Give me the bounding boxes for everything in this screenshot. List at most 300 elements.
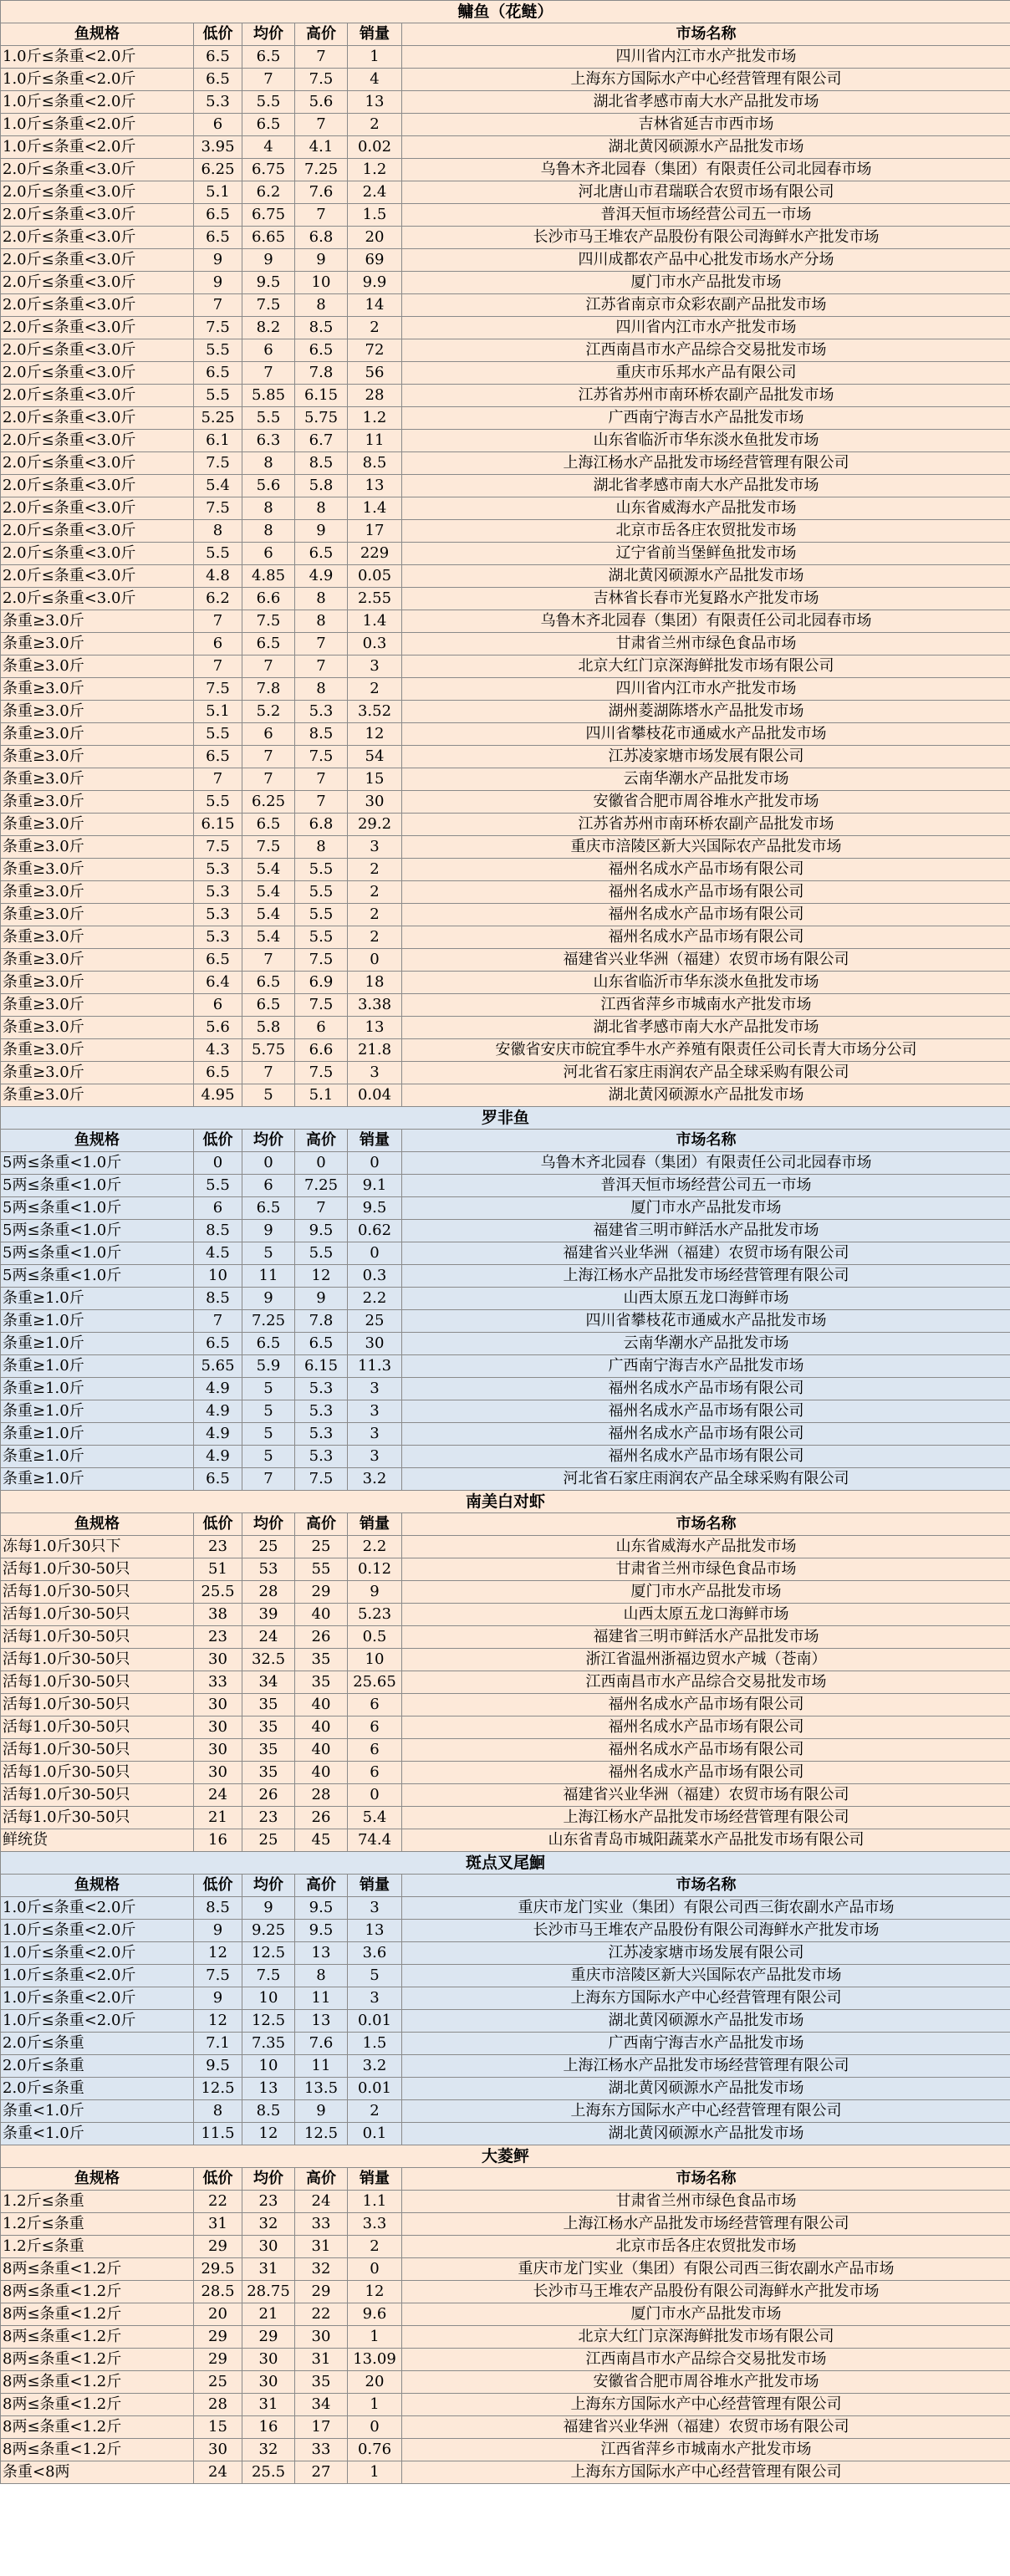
cell-high-price: 7: [295, 655, 348, 678]
cell-avg-price: 39: [242, 1604, 295, 1626]
cell-volume: 0.04: [348, 1084, 402, 1107]
cell-spec: 条重≥3.0斤: [1, 881, 194, 904]
cell-volume: 9.9: [348, 272, 402, 294]
section-0: [1, 1, 1010, 1107]
cell-low-price: 29: [194, 2349, 242, 2371]
cell-market-name: 安徽省合肥市周谷堆水产批发市场: [402, 2371, 1010, 2394]
cell-market-name: 辽宁省前当堡鲜鱼批发市场: [402, 543, 1010, 565]
cell-volume: 3: [348, 1423, 402, 1446]
table-row: [1, 2326, 1010, 2349]
cell-avg-price: 35: [242, 1716, 295, 1739]
table-row: [1, 1716, 1010, 1739]
cell-volume: 3.3: [348, 2213, 402, 2236]
cell-low-price: 4.8: [194, 565, 242, 588]
cell-volume: 3: [348, 1062, 402, 1084]
column-header-row: [1, 1513, 1010, 1536]
cell-spec: 5两≤条重<1.0斤: [1, 1152, 194, 1175]
cell-low-price: 4.3: [194, 1039, 242, 1062]
cell-spec: 1.0斤≤条重<2.0斤: [1, 1920, 194, 1942]
cell-market-name: 吉林省延吉市西市场: [402, 114, 1010, 136]
cell-avg-price: 7: [242, 746, 295, 768]
cell-market-name: 长沙市马王堆农产品股份有限公司海鲜水产批发市场: [402, 2281, 1010, 2303]
cell-volume: 20: [348, 2371, 402, 2394]
cell-high-price: 11: [295, 2055, 348, 2078]
cell-market-name: 乌鲁木齐北园春（集团）有限责任公司北园春市场: [402, 159, 1010, 181]
cell-market-name: 广西南宁海吉水产品批发市场: [402, 407, 1010, 430]
section-title-row: [1, 1, 1010, 23]
cell-low-price: 6.5: [194, 46, 242, 69]
cell-spec: 条重≥3.0斤: [1, 655, 194, 678]
column-header-row: [1, 23, 1010, 46]
cell-market-name: 四川省内江市水产批发市场: [402, 46, 1010, 69]
cell-volume: 3: [348, 836, 402, 859]
cell-avg-price: 5.4: [242, 859, 295, 881]
cell-avg-price: 28: [242, 1581, 295, 1604]
cell-avg-price: 21: [242, 2303, 295, 2326]
cell-low-price: 9: [194, 272, 242, 294]
cell-spec: 活每1.0斤30-50只: [1, 1581, 194, 1604]
cell-volume: 2: [348, 904, 402, 926]
cell-market-name: 福州名成水产品市场有限公司: [402, 1739, 1010, 1762]
cell-spec: 条重≥3.0斤: [1, 1062, 194, 1084]
cell-high-price: 29: [295, 1581, 348, 1604]
cell-avg-price: 53: [242, 1558, 295, 1581]
cell-high-price: 5.3: [295, 1423, 348, 1446]
cell-high-price: 12: [295, 1265, 348, 1288]
cell-market-name: 北京市岳各庄农贸批发市场: [402, 2236, 1010, 2258]
cell-avg-price: 24: [242, 1626, 295, 1649]
table-row: [1, 1762, 1010, 1784]
cell-volume: 3.38: [348, 994, 402, 1017]
section-title-row: [1, 1852, 1010, 1875]
cell-low-price: 7.5: [194, 452, 242, 475]
cell-spec: 条重≥3.0斤: [1, 633, 194, 655]
cell-volume: 13.09: [348, 2349, 402, 2371]
table-row: [1, 994, 1010, 1017]
cell-low-price: 30: [194, 1716, 242, 1739]
cell-high-price: 7: [295, 114, 348, 136]
cell-low-price: 7: [194, 294, 242, 317]
cell-avg-price: 6.5: [242, 994, 295, 1017]
cell-avg-price: 35: [242, 1694, 295, 1716]
cell-low-price: 6: [194, 1197, 242, 1220]
cell-low-price: 12: [194, 2010, 242, 2033]
cell-avg-price: 12: [242, 2123, 295, 2145]
cell-avg-price: 5: [242, 1446, 295, 1468]
cell-spec: 条重≥3.0斤: [1, 949, 194, 972]
cell-spec: 8两≤条重<1.2斤: [1, 2439, 194, 2461]
cell-spec: 5两≤条重<1.0斤: [1, 1220, 194, 1242]
cell-spec: 活每1.0斤30-50只: [1, 1558, 194, 1581]
cell-high-price: 4.9: [295, 565, 348, 588]
cell-high-price: 26: [295, 1626, 348, 1649]
cell-low-price: 5.5: [194, 723, 242, 746]
cell-high-price: 4.1: [295, 136, 348, 159]
cell-volume: 11.3: [348, 1355, 402, 1378]
section-title: 斑点叉尾鮰: [1, 1852, 1010, 1875]
cell-avg-price: 7.5: [242, 294, 295, 317]
cell-volume: 2: [348, 926, 402, 949]
cell-spec: 2.0斤≤条重<3.0斤: [1, 362, 194, 385]
cell-market-name: 长沙市马王堆农产品股份有限公司海鲜水产批发市场: [402, 1920, 1010, 1942]
cell-avg-price: 25: [242, 1536, 295, 1558]
cell-spec: 条重≥1.0斤: [1, 1355, 194, 1378]
cell-spec: 8两≤条重<1.2斤: [1, 2326, 194, 2349]
cell-volume: 0.62: [348, 1220, 402, 1242]
cell-avg-price: 6.75: [242, 204, 295, 227]
cell-high-price: 6.6: [295, 1039, 348, 1062]
cell-avg-price: 7: [242, 768, 295, 791]
cell-low-price: 51: [194, 1558, 242, 1581]
table-row: [1, 2033, 1010, 2055]
cell-high-price: 7: [295, 204, 348, 227]
cell-high-price: 5.3: [295, 1400, 348, 1423]
table-row: [1, 543, 1010, 565]
cell-volume: 2: [348, 317, 402, 339]
cell-volume: 72: [348, 339, 402, 362]
cell-volume: 3: [348, 1400, 402, 1423]
table-row: [1, 317, 1010, 339]
cell-spec: 条重≥1.0斤: [1, 1446, 194, 1468]
table-row: [1, 655, 1010, 678]
cell-low-price: 23: [194, 1536, 242, 1558]
cell-low-price: 6.15: [194, 814, 242, 836]
cell-market-name: 福建省三明市鲜活水产品批发市场: [402, 1626, 1010, 1649]
cell-spec: 条重≥3.0斤: [1, 972, 194, 994]
cell-market-name: 福州名成水产品市场有限公司: [402, 1378, 1010, 1400]
table-row: [1, 1739, 1010, 1762]
cell-low-price: 25.5: [194, 1581, 242, 1604]
cell-low-price: 29: [194, 2236, 242, 2258]
cell-low-price: 6.5: [194, 362, 242, 385]
cell-avg-price: 5.4: [242, 881, 295, 904]
cell-spec: 条重≥3.0斤: [1, 1017, 194, 1039]
table-row: [1, 1175, 1010, 1197]
cell-spec: 2.0斤≤条重: [1, 2078, 194, 2100]
cell-high-price: 9: [295, 520, 348, 543]
cell-market-name: 上海江杨水产品批发市场经营管理有限公司: [402, 1807, 1010, 1829]
cell-avg-price: 9.25: [242, 1920, 295, 1942]
cell-low-price: 6.5: [194, 746, 242, 768]
cell-low-price: 5.5: [194, 791, 242, 814]
table-row: [1, 1446, 1010, 1468]
table-row: [1, 2303, 1010, 2326]
cell-market-name: 福州名成水产品市场有限公司: [402, 1423, 1010, 1446]
cell-volume: 4: [348, 69, 402, 91]
cell-spec: 1.0斤≤条重<2.0斤: [1, 114, 194, 136]
cell-spec: 条重≥3.0斤: [1, 994, 194, 1017]
cell-volume: 0.3: [348, 633, 402, 655]
cell-market-name: 浙江省温州浙福边贸水产城（苍南）: [402, 1649, 1010, 1671]
cell-volume: 3: [348, 1897, 402, 1920]
table-row: [1, 272, 1010, 294]
cell-spec: 1.0斤≤条重<2.0斤: [1, 69, 194, 91]
cell-low-price: 6.4: [194, 972, 242, 994]
column-header-high-price: 高价: [295, 1875, 348, 1897]
cell-spec: 2.0斤≤条重<3.0斤: [1, 452, 194, 475]
cell-market-name: 四川成都农产品中心批发市场水产分场: [402, 249, 1010, 272]
column-header-avg-price: 均价: [242, 23, 295, 46]
cell-low-price: 7: [194, 655, 242, 678]
table-row: [1, 565, 1010, 588]
cell-high-price: 5.8: [295, 475, 348, 497]
column-header-low-price: 低价: [194, 23, 242, 46]
table-row: [1, 2010, 1010, 2033]
section-title-row: [1, 1107, 1010, 1130]
cell-market-name: 江苏凌家塘市场发展有限公司: [402, 746, 1010, 768]
cell-volume: 13: [348, 475, 402, 497]
column-header-volume: 销量: [348, 1130, 402, 1152]
cell-volume: 2.2: [348, 1536, 402, 1558]
column-header-high-price: 高价: [295, 2168, 348, 2191]
cell-market-name: 上海江杨水产品批发市场经营管理有限公司: [402, 2213, 1010, 2236]
cell-avg-price: 6.75: [242, 159, 295, 181]
cell-spec: 条重≥3.0斤: [1, 904, 194, 926]
cell-spec: 1.2斤≤条重: [1, 2236, 194, 2258]
cell-market-name: 湖北省孝感市南大水产品批发市场: [402, 91, 1010, 114]
table-row: [1, 1626, 1010, 1649]
cell-avg-price: 10: [242, 1987, 295, 2010]
cell-high-price: 7.8: [295, 1310, 348, 1333]
table-row: [1, 1649, 1010, 1671]
cell-high-price: 35: [295, 1649, 348, 1671]
cell-avg-price: 12.5: [242, 1942, 295, 1965]
cell-volume: 20: [348, 227, 402, 249]
cell-market-name: 安徽省合肥市周谷堆水产批发市场: [402, 791, 1010, 814]
cell-avg-price: 8: [242, 452, 295, 475]
cell-market-name: 乌鲁木齐北园春（集团）有限责任公司北园春市场: [402, 1152, 1010, 1175]
cell-volume: 6: [348, 1716, 402, 1739]
column-header-volume: 销量: [348, 1513, 402, 1536]
cell-high-price: 33: [295, 2213, 348, 2236]
cell-spec: 2.0斤≤条重<3.0斤: [1, 249, 194, 272]
cell-market-name: 厦门市水产品批发市场: [402, 2303, 1010, 2326]
cell-spec: 8两≤条重<1.2斤: [1, 2349, 194, 2371]
cell-low-price: 29.5: [194, 2258, 242, 2281]
column-header-row: [1, 2168, 1010, 2191]
cell-avg-price: 7: [242, 1062, 295, 1084]
cell-low-price: 6.5: [194, 949, 242, 972]
cell-volume: 3.6: [348, 1942, 402, 1965]
cell-avg-price: 6.5: [242, 46, 295, 69]
table-row: [1, 1378, 1010, 1400]
table-row: [1, 1807, 1010, 1829]
cell-volume: 2: [348, 2100, 402, 2123]
column-header-low-price: 低价: [194, 1875, 242, 1897]
cell-low-price: 6.5: [194, 1468, 242, 1491]
cell-volume: 18: [348, 972, 402, 994]
cell-avg-price: 7.35: [242, 2033, 295, 2055]
cell-volume: 9.5: [348, 1197, 402, 1220]
cell-low-price: 6.5: [194, 204, 242, 227]
cell-high-price: 27: [295, 2461, 348, 2484]
cell-low-price: 5.3: [194, 926, 242, 949]
table-row: [1, 227, 1010, 249]
table-row: [1, 2371, 1010, 2394]
table-row: [1, 1400, 1010, 1423]
cell-market-name: 湖北省孝感市南大水产品批发市场: [402, 475, 1010, 497]
table-row: [1, 1220, 1010, 1242]
cell-spec: 条重≥1.0斤: [1, 1288, 194, 1310]
cell-low-price: 6.5: [194, 1333, 242, 1355]
cell-spec: 8两≤条重<1.2斤: [1, 2394, 194, 2416]
cell-volume: 0: [348, 1242, 402, 1265]
cell-spec: 条重≥3.0斤: [1, 926, 194, 949]
cell-low-price: 31: [194, 2213, 242, 2236]
cell-spec: 条重≥3.0斤: [1, 836, 194, 859]
cell-high-price: 10: [295, 272, 348, 294]
cell-high-price: 8.5: [295, 317, 348, 339]
cell-market-name: 北京市岳各庄农贸批发市场: [402, 520, 1010, 543]
cell-spec: 条重≥1.0斤: [1, 1378, 194, 1400]
cell-volume: 0.05: [348, 565, 402, 588]
table-row: [1, 2394, 1010, 2416]
cell-high-price: 6.7: [295, 430, 348, 452]
cell-spec: 1.0斤≤条重<2.0斤: [1, 1942, 194, 1965]
table-row: [1, 768, 1010, 791]
column-header-spec: 鱼规格: [1, 1875, 194, 1897]
cell-low-price: 7.5: [194, 1965, 242, 1987]
cell-spec: 条重≥3.0斤: [1, 746, 194, 768]
column-header-market-name: 市场名称: [402, 1513, 1010, 1536]
cell-avg-price: 32: [242, 2439, 295, 2461]
cell-market-name: 湖北黄冈硕源水产品批发市场: [402, 2078, 1010, 2100]
cell-spec: 条重≥3.0斤: [1, 791, 194, 814]
section-2: [1, 1491, 1010, 1852]
cell-volume: 13: [348, 1017, 402, 1039]
cell-volume: 6: [348, 1694, 402, 1716]
table-row: [1, 452, 1010, 475]
cell-avg-price: 8: [242, 520, 295, 543]
cell-avg-price: 23: [242, 2191, 295, 2213]
cell-spec: 2.0斤≤条重<3.0斤: [1, 339, 194, 362]
cell-low-price: 5.3: [194, 91, 242, 114]
cell-avg-price: 30: [242, 2371, 295, 2394]
table-row: [1, 723, 1010, 746]
cell-low-price: 4.95: [194, 1084, 242, 1107]
column-header-volume: 销量: [348, 23, 402, 46]
cell-low-price: 30: [194, 1694, 242, 1716]
cell-high-price: 6.8: [295, 227, 348, 249]
cell-high-price: 35: [295, 2371, 348, 2394]
column-header-spec: 鱼规格: [1, 1130, 194, 1152]
cell-market-name: 北京大红门京深海鲜批发市场有限公司: [402, 2326, 1010, 2349]
cell-market-name: 福建省三明市鲜活水产品批发市场: [402, 1220, 1010, 1242]
table-row: [1, 1897, 1010, 1920]
cell-market-name: 福州名成水产品市场有限公司: [402, 926, 1010, 949]
cell-avg-price: 9: [242, 1288, 295, 1310]
cell-high-price: 5.3: [295, 1378, 348, 1400]
cell-high-price: 33: [295, 2439, 348, 2461]
cell-volume: 5.23: [348, 1604, 402, 1626]
cell-avg-price: 31: [242, 2394, 295, 2416]
column-header-volume: 销量: [348, 2168, 402, 2191]
cell-high-price: 40: [295, 1739, 348, 1762]
cell-low-price: 33: [194, 1671, 242, 1694]
cell-market-name: 福建省兴业华洲（福建）农贸市场有限公司: [402, 2416, 1010, 2439]
cell-market-name: 广西南宁海吉水产品批发市场: [402, 2033, 1010, 2055]
cell-spec: 条重≥3.0斤: [1, 814, 194, 836]
cell-market-name: 长沙市马王堆农产品股份有限公司海鲜水产批发市场: [402, 227, 1010, 249]
table-row: [1, 701, 1010, 723]
cell-low-price: 8.5: [194, 1220, 242, 1242]
cell-high-price: 8: [295, 497, 348, 520]
cell-avg-price: 31: [242, 2258, 295, 2281]
cell-avg-price: 5.5: [242, 91, 295, 114]
cell-spec: 2.0斤≤条重: [1, 2055, 194, 2078]
cell-market-name: 湖北黄冈硕源水产品批发市场: [402, 1084, 1010, 1107]
cell-avg-price: 5.2: [242, 701, 295, 723]
cell-market-name: 福建省兴业华洲（福建）农贸市场有限公司: [402, 1784, 1010, 1807]
cell-market-name: 重庆市涪陵区新大兴国际农产品批发市场: [402, 1965, 1010, 1987]
cell-market-name: 湖北黄冈硕源水产品批发市场: [402, 2123, 1010, 2145]
cell-avg-price: 5.85: [242, 385, 295, 407]
cell-avg-price: 11: [242, 1265, 295, 1288]
cell-market-name: 江西省萍乡市城南水产批发市场: [402, 2439, 1010, 2461]
cell-high-price: 8.5: [295, 723, 348, 746]
cell-low-price: 8: [194, 2100, 242, 2123]
cell-avg-price: 28.75: [242, 2281, 295, 2303]
column-header-spec: 鱼规格: [1, 23, 194, 46]
cell-low-price: 8: [194, 520, 242, 543]
cell-volume: 3.2: [348, 2055, 402, 2078]
cell-volume: 9.6: [348, 2303, 402, 2326]
cell-low-price: 29: [194, 2326, 242, 2349]
cell-volume: 28: [348, 385, 402, 407]
cell-avg-price: 8.5: [242, 2100, 295, 2123]
cell-high-price: 7.5: [295, 994, 348, 1017]
cell-spec: 活每1.0斤30-50只: [1, 1604, 194, 1626]
cell-market-name: 安徽省安庆市皖宜季牛水产养殖有限责任公司长青大市场分公司: [402, 1039, 1010, 1062]
cell-market-name: 福建省兴业华洲（福建）农贸市场有限公司: [402, 949, 1010, 972]
cell-avg-price: 30: [242, 2349, 295, 2371]
cell-volume: 2: [348, 114, 402, 136]
cell-high-price: 30: [295, 2326, 348, 2349]
cell-market-name: 江西南昌市水产品综合交易批发市场: [402, 339, 1010, 362]
cell-avg-price: 25.5: [242, 2461, 295, 2484]
cell-high-price: 5.5: [295, 926, 348, 949]
cell-market-name: 河北省石家庄雨润农产品全球采购有限公司: [402, 1062, 1010, 1084]
cell-high-price: 9: [295, 1288, 348, 1310]
cell-spec: 活每1.0斤30-50只: [1, 1807, 194, 1829]
cell-high-price: 28: [295, 1784, 348, 1807]
cell-volume: 9: [348, 1581, 402, 1604]
cell-market-name: 上海东方国际水产中心经营管理有限公司: [402, 2100, 1010, 2123]
cell-low-price: 30: [194, 1649, 242, 1671]
cell-volume: 13: [348, 1920, 402, 1942]
cell-avg-price: 8.2: [242, 317, 295, 339]
table-row: [1, 1084, 1010, 1107]
cell-low-price: 5.6: [194, 1017, 242, 1039]
cell-spec: 2.0斤≤条重<3.0斤: [1, 543, 194, 565]
cell-low-price: 28: [194, 2394, 242, 2416]
cell-high-price: 25: [295, 1536, 348, 1558]
cell-market-name: 山西太原五龙口海鲜市场: [402, 1604, 1010, 1626]
cell-spec: 条重≥1.0斤: [1, 1423, 194, 1446]
cell-low-price: 20: [194, 2303, 242, 2326]
cell-volume: 3: [348, 1378, 402, 1400]
cell-volume: 2: [348, 881, 402, 904]
cell-low-price: 5.5: [194, 385, 242, 407]
cell-avg-price: 5.8: [242, 1017, 295, 1039]
cell-low-price: 6: [194, 994, 242, 1017]
cell-market-name: 河北省石家庄雨润农产品全球采购有限公司: [402, 1468, 1010, 1491]
table-row: [1, 1017, 1010, 1039]
cell-volume: 10: [348, 1649, 402, 1671]
cell-spec: 1.0斤≤条重<2.0斤: [1, 1965, 194, 1987]
table-row: [1, 588, 1010, 610]
cell-market-name: 福建省兴业华洲（福建）农贸市场有限公司: [402, 1242, 1010, 1265]
